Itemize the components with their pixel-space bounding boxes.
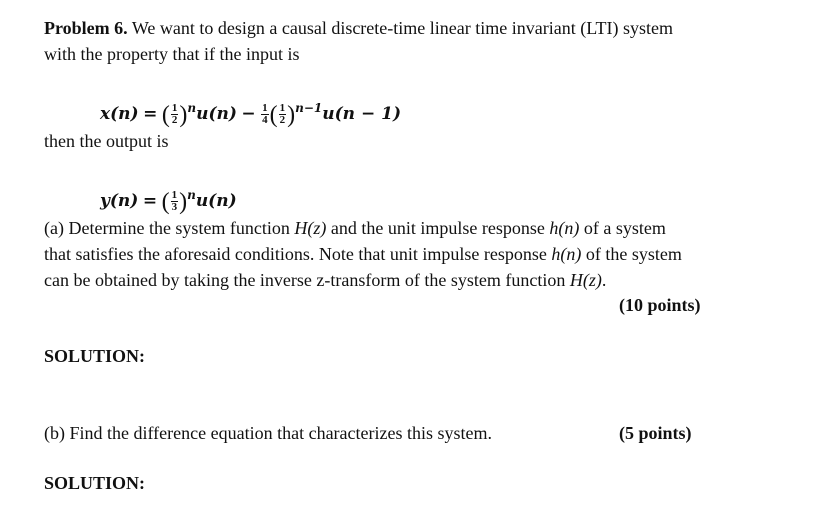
open-paren-2: ( [269, 101, 278, 128]
x-term1-step: u(n) [196, 104, 237, 124]
part-a-solution-label: SOLUTION: [44, 346, 146, 366]
part-a-line-3: can be obtained by taking the inverse z-transform of the system function H(z). [44, 270, 607, 290]
close-paren-3: ) [179, 188, 188, 215]
quarter-fraction: $\frac{1}{4}$ [262, 102, 268, 127]
x-term1-exponent: n [187, 101, 197, 115]
problem-intro-line-1 [44, 16, 673, 40]
half-fraction: $\frac{1}{2}$ [171, 102, 178, 127]
part-b-solution-label: SOLUTION: [44, 473, 146, 493]
part-b-points: (5 points) [619, 423, 692, 443]
close-paren: ) [179, 101, 188, 128]
input-equation [100, 93, 401, 129]
y-lhs: y(n) [100, 191, 139, 211]
open-paren-3: ( [161, 188, 170, 215]
then-output-text: then the output is [44, 131, 169, 151]
x-term2-step: u(n − 1) [322, 104, 401, 124]
output-equation [100, 180, 237, 216]
part-a-line-2: that satisfies the aforesaid conditions. Note that unit impulse response h(n) of the system [44, 244, 682, 264]
part-a-points: (10 points) [619, 295, 701, 315]
open-paren: ( [161, 101, 170, 128]
problem-intro-line-2: with the property that if the input is [44, 44, 300, 64]
hn-symbol-2: h(n) [551, 244, 582, 264]
y-step: u(n) [195, 191, 237, 211]
half-fraction-2: $\frac{1}{2}$ [279, 102, 286, 127]
y-exponent: n [187, 188, 196, 202]
Hz-symbol-2: H(z) [569, 270, 602, 290]
problem-intro-text-1: We want to design a causal discrete-time linear time invariant (LTI) system [127, 18, 674, 38]
eq-sign: = [143, 104, 158, 124]
minus-sign: − [241, 104, 256, 124]
third-fraction: $\frac{1}{3}$ [171, 189, 178, 214]
x-lhs: x(n) [100, 104, 139, 124]
part-a-line-1: (a) Determine the system function H(z) and the unit impulse response h(n) of a system [44, 218, 666, 238]
Hz-symbol: H(z) [294, 218, 327, 238]
close-paren-2: ) [287, 101, 296, 128]
hn-symbol: h(n) [549, 218, 580, 238]
problem-label: Problem 6. [44, 18, 128, 38]
part-b-question: (b) Find the difference equation that characterizes this system. [44, 423, 493, 443]
x-term2-exponent: n−1 [295, 101, 323, 115]
eq-sign-2: = [142, 191, 158, 211]
